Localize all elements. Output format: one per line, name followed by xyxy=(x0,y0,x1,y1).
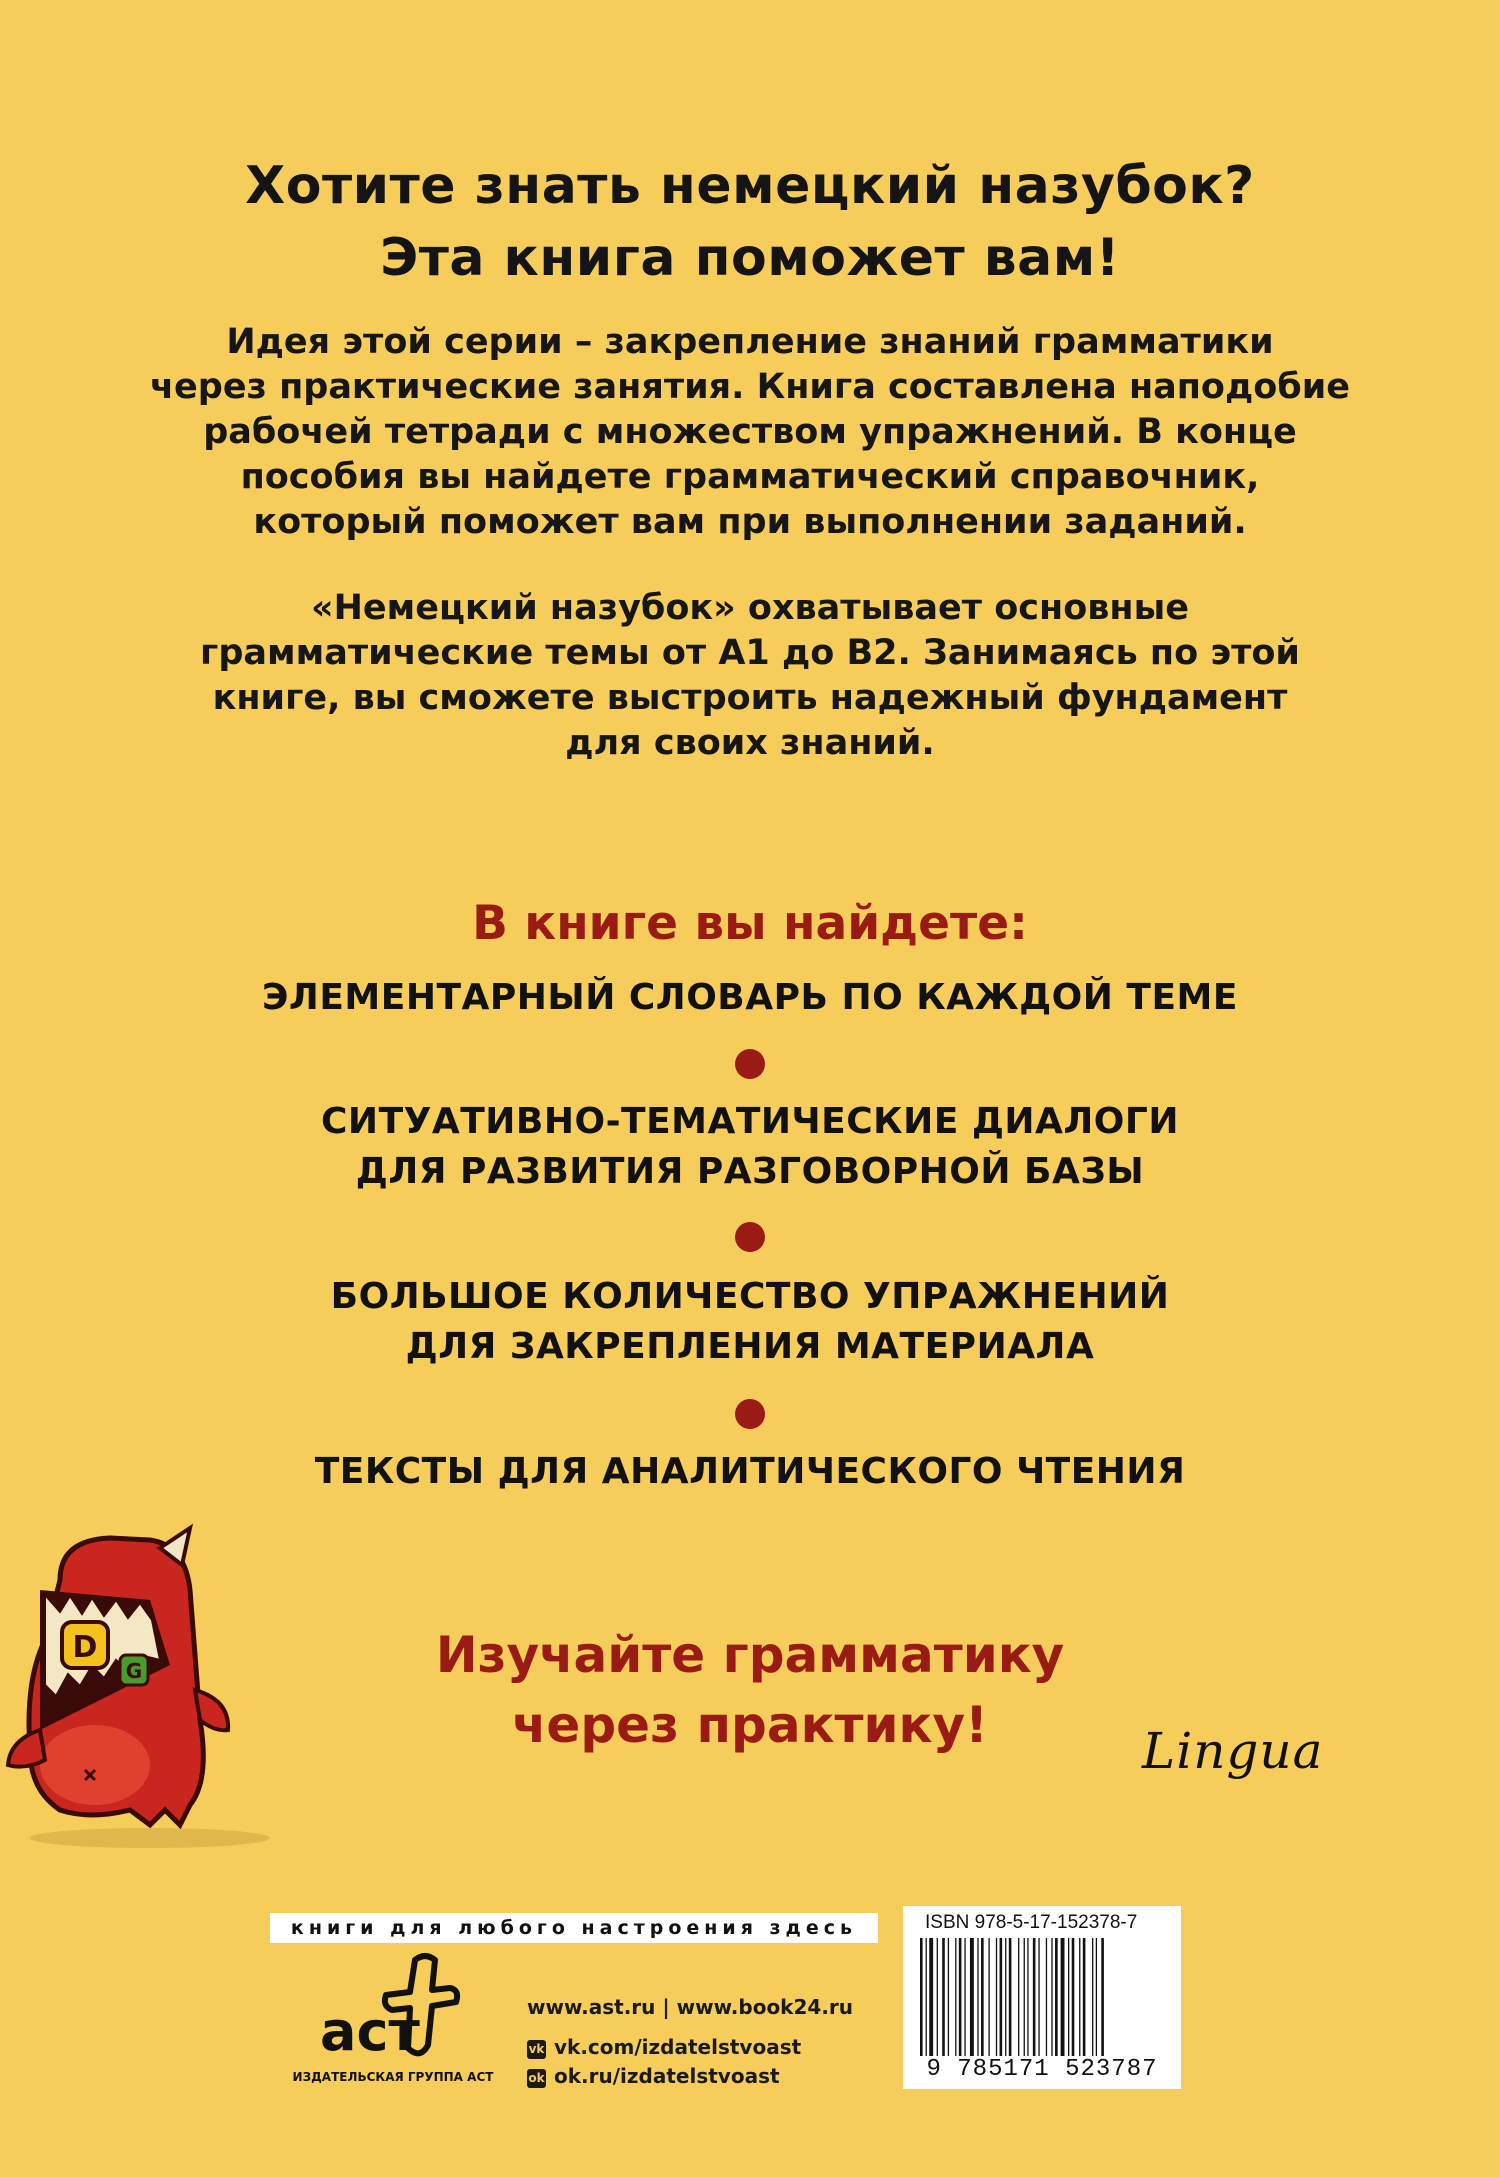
paragraph-line: который поможет вам при выполнении заданий. xyxy=(253,502,1247,542)
vk-link-text: vk.com/izdatelstvoast xyxy=(554,2035,802,2059)
scope-paragraph xyxy=(150,586,1350,766)
isbn-barcode-block xyxy=(903,1906,1181,2089)
paragraph-line: через практические занятия. Книга составлена наподобие xyxy=(150,367,1350,407)
paragraph-line: для своих знаний. xyxy=(565,723,935,763)
vk-icon: vk xyxy=(527,2040,546,2059)
feature-line: ТЕКСТЫ ДЛЯ АНАЛИТИЧЕСКОГО ЧТЕНИЯ xyxy=(314,1451,1186,1492)
isbn-number: ISBN 978-5-17-152378-7 xyxy=(925,1912,1138,1933)
headline-line: Хотите знать немецкий назубок? xyxy=(245,156,1255,216)
feature-line: ДЛЯ РАЗВИТИЯ РАЗГОВОРНОЙ БАЗЫ xyxy=(355,1151,1145,1192)
ok-icon: ok xyxy=(527,2069,546,2088)
ast-logo xyxy=(300,1950,470,2070)
feature-item xyxy=(0,1097,1500,1197)
paragraph-line: книге, вы сможете выстроить надежный фундамент xyxy=(212,678,1288,718)
motto-line: через практику! xyxy=(512,1696,988,1754)
vk-link[interactable] xyxy=(527,2035,801,2059)
feature-line: ЭЛЕМЕНТАРНЫЙ СЛОВАРЬ ПО КАЖДОЙ ТЕМЕ xyxy=(262,977,1238,1018)
features-title: В книге вы найдете: xyxy=(472,896,1028,951)
feature-line: ДЛЯ ЗАКРЕПЛЕНИЯ МАТЕРИАЛА xyxy=(405,1326,1095,1367)
bullet-dot xyxy=(735,1049,765,1079)
feature-item xyxy=(0,973,1500,1023)
paragraph-line: Идея этой серии – закрепление знаний грамматики xyxy=(226,322,1274,362)
ok-link[interactable] xyxy=(527,2064,780,2088)
ok-link-text: ok.ru/izdatelstvoast xyxy=(554,2064,780,2088)
feature-line: БОЛЬШОЕ КОЛИЧЕСТВО УПРАЖНЕНИЙ xyxy=(330,1276,1170,1317)
bullet-dot xyxy=(735,1222,765,1252)
headline-line: Эта книга поможет вам! xyxy=(380,228,1120,288)
motto-line: Изучайте грамматику xyxy=(435,1626,1065,1684)
tagline-banner: книги для любого настроения здесь xyxy=(270,1913,878,1943)
headline xyxy=(0,150,1500,294)
svg-text:G: G xyxy=(125,1659,143,1683)
feature-item xyxy=(0,1272,1500,1372)
paragraph-line: пособия вы найдете грамматический справочник, xyxy=(240,457,1260,497)
paragraph-line: грамматические темы от А1 до В2. Занимаясь по этой xyxy=(200,633,1300,673)
svg-text:аст: аст xyxy=(320,2000,420,2063)
feature-line: СИТУАТИВНО-ТЕМАТИЧЕСКИЕ ДИАЛОГИ xyxy=(321,1101,1179,1142)
barcode-icon xyxy=(918,1938,1168,2056)
lingua-series-logo: Lingua xyxy=(1142,1722,1324,1780)
feature-item xyxy=(0,1447,1500,1497)
description-paragraph xyxy=(150,320,1350,545)
publisher-name: ИЗДАТЕЛЬСКАЯ ГРУППА АСТ xyxy=(292,2070,494,2084)
paragraph-line: «Немецкий назубок» охватывает основные xyxy=(311,588,1189,628)
website-links[interactable]: www.ast.ru | www.book24.ru xyxy=(527,1995,854,2019)
svg-text:D: D xyxy=(72,1630,98,1665)
barcode-digits: 9 785171 523787 xyxy=(926,2056,1158,2083)
paragraph-line: рабочей тетради с множеством упражнений. В конце xyxy=(203,412,1297,452)
bullet-dot xyxy=(735,1399,765,1429)
